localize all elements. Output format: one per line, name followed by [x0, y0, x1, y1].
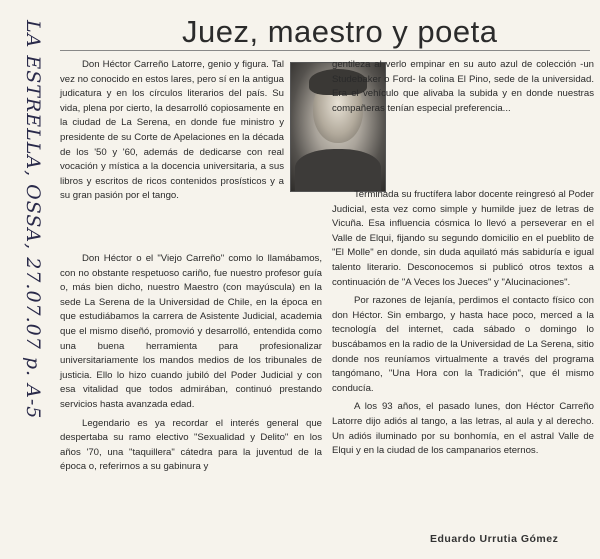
- paragraph-terminada: Terminada su fructífera labor docente reingresó al Poder Judicial, esta vez como simple y humilde juez de letras de Vicuña. Esa influencia cósmica lo llevó a perseverar en el Valle de Elqui, fijando su segundo domicilio en el pueblito de "El Molle" en donde, sin duda aquilató más sabiduría e igual talento literario. Desconocemos si publicó otros textos a continuación de "A Veces los Jueces" y "Alucinaciones".: [332, 189, 594, 288]
- article-title: Juez, maestro y poeta: [182, 14, 498, 49]
- portrait-shoulders: [295, 149, 381, 191]
- paragraph-razones: Por razones de lejanía, perdimos el contacto físico con don Héctor. Sin embargo, y hasta hace poco, merced a la tecnología del internet, cada sábado o domingo lo buscábamos en la radio de la Universidad de La Serena, sitio donde nos reuníamos virtualmente a través del programa tangómano, "Una Hora con la Tradición", que él mismo conducía.: [332, 295, 594, 394]
- paragraph-intro: Don Héctor Carreño Latorre, genio y figura. Tal vez no conocido en estos lares, pero sí en la antigua judicatura y en los círculos literarios del país. Su vida, plena por cierto, la desarrolló copiosamente en la ciudad de La Serena, en donde fue ministro y presidente de su Corte de Apelaciones en la década de los '50 y '60, además de dedicarse con real vocación y mística a la docencia universitaria, a sus libros y escritos de ricos contenidos prosísticos y a su gran pasión por el tango.: [60, 59, 284, 202]
- margin-note-text: LA ESTRELLA, OSSA, 27.07.07 p. A-5: [22, 20, 44, 420]
- paragraph-viejo-carreno: Don Héctor o el "Viejo Carreño" como lo llamábamos, con no obstante respetuoso cariño, fue nuestro profesor guía o, más bien dicho, nuestro Maestro (con mayúscula) en la sede La Serena de la Universidad de Chile, en la época en que estudiábamos la carrera de Asistente Judicial, academia que el mismo diseñó, promovió y desarrolló, entendida como una buena herramienta para profesionalizar universitariamente los mandos medios de los tribunales de justicia. Ello lo hizo cuando jubiló del Poder Judicial y con esa vitalidad que todos admirában, continuó prestando servicios hasta avanzada edad.: [60, 253, 322, 410]
- column-2-bottom: [332, 188, 594, 459]
- column-1-bottom: [60, 252, 322, 475]
- author-signature: Eduardo Urrutia Gómez: [430, 533, 559, 545]
- paragraph-legendario: Legendario es ya recordar el interés general que despertaba su ramo electivo "Sexualidad y Delito" en los años '70, una "taquillera" cátedra para la juventud de la época o, referirnos a su gabinura y: [60, 417, 322, 473]
- paragraph-adios: A los 93 años, el pasado lunes, don Héctor Carreño Latorre dijo adiós al tango, a las letras, al aula y al derecho. Un adiós iluminado por su bonhomía, en el astral Valle de Elqui y en la ciudad de los campanarios eternos.: [332, 401, 594, 457]
- handwritten-margin-note: [6, 20, 46, 550]
- title-divider: [60, 50, 590, 51]
- paragraph-gentileza: gentileza al verlo empinar en su auto azul de colección -un Studebaker o Ford- la colina El Pino, sede de la universidad. Era el vehículo que alivaba la subida y en donde nuestras compañeras tenían especial preferencia...: [332, 59, 594, 114]
- column-2-top: [332, 58, 594, 116]
- column-1-top: [60, 58, 284, 204]
